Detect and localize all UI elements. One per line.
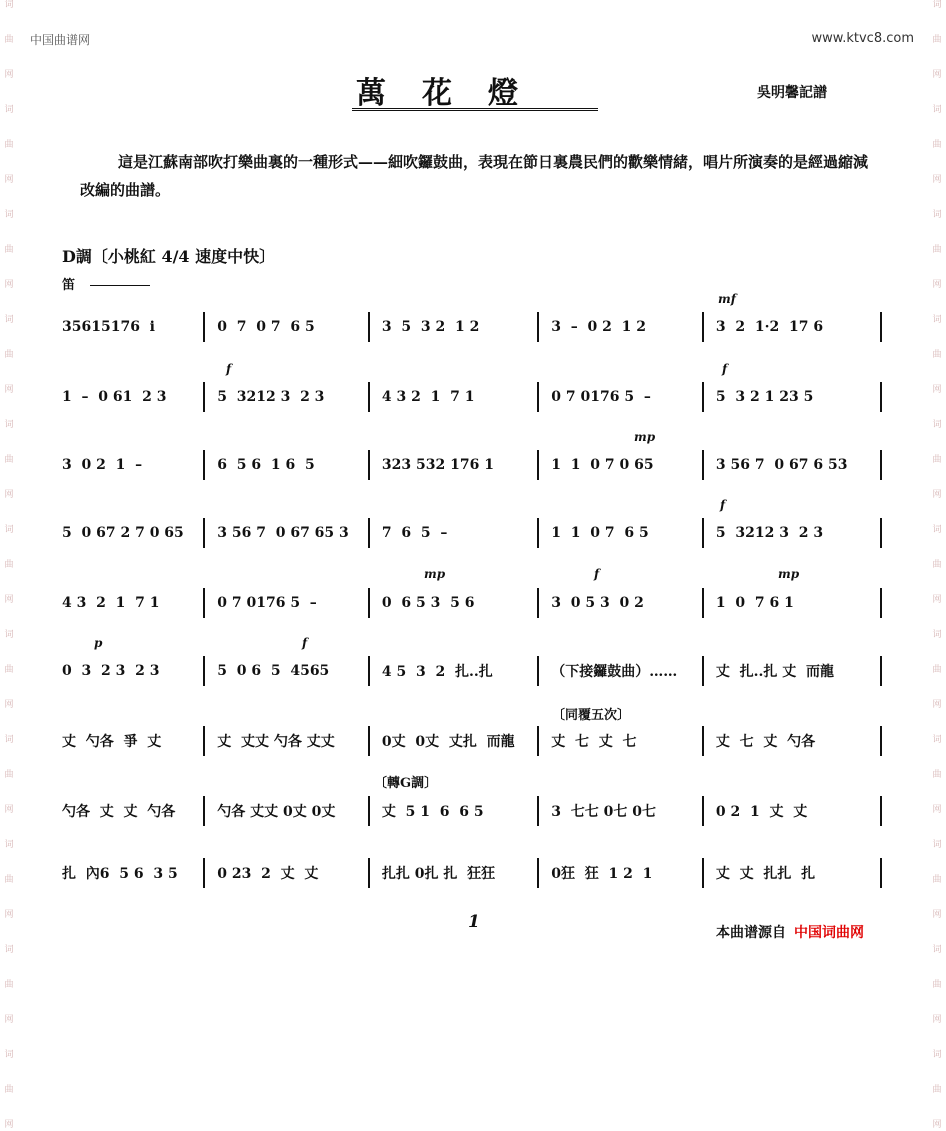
watermark-char: 词 xyxy=(4,735,14,745)
measure: 5 3 2 1 23 5 xyxy=(702,382,882,412)
watermark-char: 词 xyxy=(4,1050,14,1060)
flute-line xyxy=(90,285,150,286)
watermark-char: 网 xyxy=(932,385,942,395)
watermark-char: 网 xyxy=(4,805,14,815)
watermark-char: 曲 xyxy=(4,35,14,45)
score-row xyxy=(62,726,882,756)
watermark-char: 曲 xyxy=(4,140,14,150)
measure: 丈 丈 扎扎 扎 xyxy=(702,858,882,888)
measure: 0狂 狂 1 2 1 xyxy=(537,858,702,888)
watermark-char: 词 xyxy=(932,525,942,535)
measure: 1 0 7 6 1 xyxy=(702,588,882,618)
watermark-char: 词 xyxy=(932,420,942,430)
measure: （下接鑼鼓曲）…… xyxy=(537,656,702,686)
score-row xyxy=(62,312,882,342)
watermark-char: 词 xyxy=(932,210,942,220)
measure: 扎扎 0扎 扎 狂狂 xyxy=(368,858,537,888)
measure: 3 – 0 2 1 2 xyxy=(537,312,702,342)
footer-source xyxy=(716,922,864,942)
measure: 0 3 2 3 2 3 xyxy=(62,663,160,679)
measure: 7 6 5 – xyxy=(368,518,537,548)
watermark-char: 网 xyxy=(4,1120,14,1130)
side-watermark-right xyxy=(930,0,944,1130)
footer-prefix: 本曲谱源自 xyxy=(716,925,786,941)
watermark-char: 网 xyxy=(4,700,14,710)
repeat-annotation: 〔同覆五次〕 xyxy=(552,708,631,723)
flute-label: 笛 xyxy=(62,278,76,293)
watermark-char: 网 xyxy=(932,595,942,605)
measure: 5 3212 3 2 3 xyxy=(203,382,368,412)
measure: 丈 勺各 爭 丈 xyxy=(62,734,162,750)
watermark-char: 曲 xyxy=(4,875,14,885)
watermark-char: 曲 xyxy=(932,770,942,780)
watermark-char: 曲 xyxy=(4,455,14,465)
watermark-char: 网 xyxy=(4,1015,14,1025)
watermark-char: 曲 xyxy=(932,875,942,885)
measure: 5 3212 3 2 3 xyxy=(702,518,882,548)
watermark-char: 曲 xyxy=(932,1085,942,1095)
watermark-char: 词 xyxy=(4,105,14,115)
watermark-char: 网 xyxy=(4,490,14,500)
watermark-char: 词 xyxy=(932,1050,942,1060)
side-watermark-left xyxy=(2,0,16,1130)
watermark-char: 曲 xyxy=(932,140,942,150)
watermark-char: 曲 xyxy=(932,245,942,255)
watermark-char: 曲 xyxy=(4,980,14,990)
intro-paragraph: 這是江蘇南部吹打樂曲裏的一種形式——細吹鑼鼓曲，表現在節日裏農民們的歡樂情緒，唱片所演奏的是經過縮減改編的曲譜。 xyxy=(80,153,869,199)
watermark-char: 曲 xyxy=(4,1085,14,1095)
dynamic-mark: f xyxy=(226,362,232,376)
measure: 5 0 67 2 7 0 65 xyxy=(62,525,184,541)
watermark-char: 网 xyxy=(4,70,14,80)
watermark-char: 曲 xyxy=(4,770,14,780)
watermark-url: www.ktvc8.com xyxy=(811,31,914,46)
watermark-char: 曲 xyxy=(932,350,942,360)
dynamic-mark: f xyxy=(594,567,600,581)
watermark-char: 曲 xyxy=(4,560,14,570)
title-underline xyxy=(352,108,598,111)
measure: 3 5 3 2 1 2 xyxy=(368,312,537,342)
score-row xyxy=(62,450,882,480)
watermark-char: 曲 xyxy=(932,455,942,465)
dynamic-mark: mp xyxy=(634,430,656,444)
measure: 4 3 2 1 7 1 xyxy=(368,382,537,412)
measure: 1 1 0 7 6 5 xyxy=(537,518,702,548)
watermark-char: 网 xyxy=(4,595,14,605)
measure: 3 七七 0七 0七 xyxy=(537,796,702,826)
measure: 3 56 7 0 67 6 53 xyxy=(702,450,882,480)
dynamic-mark: f xyxy=(302,636,308,650)
watermark-char: 词 xyxy=(4,315,14,325)
measure: 3 0 2 1 – xyxy=(62,457,143,473)
watermark-site-name: 中国曲谱网 xyxy=(30,33,91,47)
measure: 3 56 7 0 67 65 3 xyxy=(203,518,368,548)
dynamic-mark: f xyxy=(722,362,728,376)
measure: 3 2 1·2 17 6 xyxy=(702,312,882,342)
score-row xyxy=(62,518,882,548)
score-row xyxy=(62,588,882,618)
measure: 丈 丈丈 勺各 丈丈 xyxy=(203,726,368,756)
footer-site-link[interactable]: 中国词曲网 xyxy=(794,925,864,941)
watermark-char: 网 xyxy=(4,175,14,185)
watermark-char: 词 xyxy=(4,0,14,10)
measure: 35615176 i xyxy=(62,319,155,335)
watermark-char: 词 xyxy=(4,840,14,850)
measure: 0 7 0176 5 – xyxy=(203,588,368,618)
page-title: 萬花燈 xyxy=(356,76,554,111)
page-number: 1 xyxy=(468,912,480,932)
watermark-char: 曲 xyxy=(4,665,14,675)
measure: 5 0 6 5 4565 xyxy=(203,656,368,686)
score-row xyxy=(62,796,882,826)
dynamic-mark: mp xyxy=(424,567,446,581)
measure: 0 23 2 丈 丈 xyxy=(203,858,368,888)
watermark-char: 网 xyxy=(932,490,942,500)
score-row xyxy=(62,382,882,412)
dynamic-mark: mp xyxy=(778,567,800,581)
watermark-char: 词 xyxy=(4,210,14,220)
watermark-char: 网 xyxy=(4,280,14,290)
watermark-char: 词 xyxy=(4,945,14,955)
watermark-char: 词 xyxy=(932,945,942,955)
watermark-char: 词 xyxy=(932,735,942,745)
watermark-char: 网 xyxy=(932,280,942,290)
measure: 323 532 176 1 xyxy=(368,450,537,480)
watermark-char: 曲 xyxy=(932,665,942,675)
measure: 丈 扎..扎 丈 而龍 xyxy=(702,656,882,686)
watermark-char: 网 xyxy=(932,1120,942,1130)
measure: 勺各 丈丈 0丈 0丈 xyxy=(203,796,368,826)
measure: 4 3 2 1 7 1 xyxy=(62,595,160,611)
watermark-char: 曲 xyxy=(932,980,942,990)
measure: 1 – 0 61 2 3 xyxy=(62,389,167,405)
score-row xyxy=(62,858,882,888)
measure: 0 7 0 7 6 5 xyxy=(203,312,368,342)
author-credit: 吳明馨記譜 xyxy=(757,85,827,101)
measure: 丈 5 1 6 6 5 xyxy=(368,796,537,826)
measure: 6 5 6 1 6 5 xyxy=(203,450,368,480)
score-row xyxy=(62,656,882,686)
watermark-char: 词 xyxy=(932,315,942,325)
watermark-char: 网 xyxy=(4,910,14,920)
measure: 丈 七 丈 七 xyxy=(537,726,702,756)
dynamic-mark: mf xyxy=(718,292,736,306)
watermark-char: 网 xyxy=(4,385,14,395)
dynamic-mark: p xyxy=(94,636,103,650)
measure: 4 5 3 2 扎..扎 xyxy=(368,656,537,686)
watermark-char: 词 xyxy=(4,630,14,640)
watermark-char: 词 xyxy=(932,840,942,850)
watermark-char: 网 xyxy=(932,700,942,710)
watermark-char: 词 xyxy=(4,525,14,535)
watermark-char: 网 xyxy=(932,70,942,80)
measure: 丈 七 丈 勺各 xyxy=(702,726,882,756)
measure: 0 7 0176 5 – xyxy=(537,382,702,412)
measure: 0丈 0丈 丈扎 而龍 xyxy=(368,726,537,756)
watermark-char: 曲 xyxy=(932,35,942,45)
measure: 0 6 5 3 5 6 xyxy=(368,588,537,618)
watermark-char: 曲 xyxy=(932,560,942,570)
watermark-char: 网 xyxy=(932,805,942,815)
measure: 勺各 丈 丈 勺各 xyxy=(62,804,176,820)
measure: 0 2 1 丈 丈 xyxy=(702,796,882,826)
watermark-char: 词 xyxy=(932,630,942,640)
watermark-char: 网 xyxy=(932,1015,942,1025)
watermark-char: 词 xyxy=(932,0,942,10)
measure: 3 0 5 3 0 2 xyxy=(537,588,702,618)
watermark-char: 曲 xyxy=(4,350,14,360)
watermark-char: 网 xyxy=(932,910,942,920)
dynamic-mark: f xyxy=(720,498,726,512)
watermark-char: 词 xyxy=(932,105,942,115)
measure: 1 1 0 7 0 65 xyxy=(537,450,702,480)
modulation-annotation: 〔轉G調〕 xyxy=(374,776,438,791)
watermark-char: 网 xyxy=(932,175,942,185)
watermark-char: 曲 xyxy=(4,245,14,255)
key-signature: D調〔小桃紅 4/4 速度中快〕 xyxy=(62,247,276,266)
measure: 扎 內6 5 6 3 5 xyxy=(62,866,178,882)
watermark-char: 词 xyxy=(4,420,14,430)
